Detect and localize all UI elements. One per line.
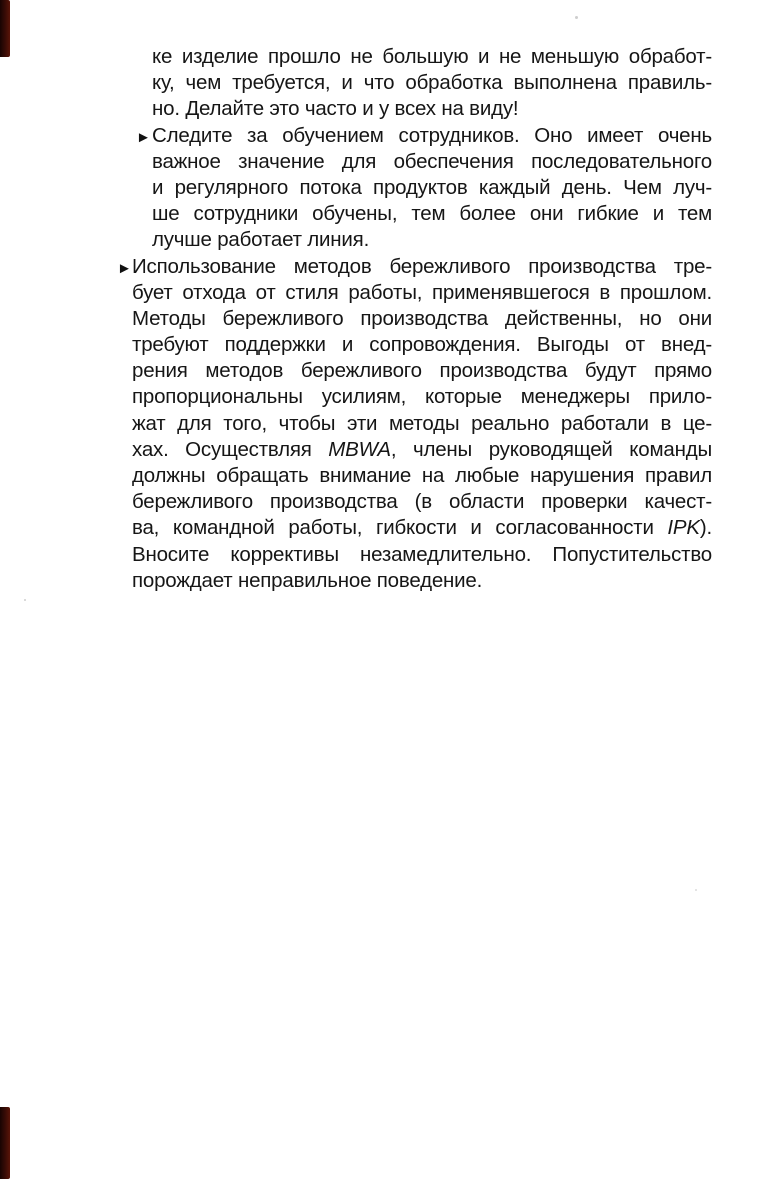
text-line: рения методов бережливого производства будут прямо (132, 359, 712, 383)
italic-acronym: MBWA (328, 437, 391, 461)
bullet-triangle-icon: ► (136, 128, 151, 146)
dust-speck (24, 599, 26, 601)
text-line: бует отхода от стиля работы, применявшегося в прошлом. (132, 280, 712, 304)
text-line (117, 515, 712, 541)
text-line: ке изделие прошло не большую и не меньшую обработ- (152, 45, 712, 68)
scan-gutter-mark-bottom (0, 1107, 10, 1179)
text-line: бережливого производства (в области проверки качест- (132, 490, 712, 514)
text-segment: ва, командной работы, гибкости и согласованности (132, 516, 668, 540)
italic-acronym: IPK (667, 516, 700, 540)
dust-speck (575, 16, 578, 19)
text-line (117, 254, 712, 280)
bullet-text: Использование методов бережливого производства тре- (132, 254, 712, 278)
text-line (117, 123, 712, 149)
text-line: порождает неправильное поведение. (132, 568, 483, 592)
text-line: важное значение для обеспечения последовательного (152, 149, 712, 173)
text-line: должны обращать внимание на любые нарушения правил (132, 464, 712, 487)
text-segment: , члены руководящей команды (390, 437, 712, 461)
text-line: пропорциональны усилиям, которые менеджеры прило- (132, 385, 712, 409)
text-line: и регулярного потока продуктов каждый день. Чем луч- (152, 175, 712, 199)
text-line: требуют поддержки и сопровождения. Выгоды от внед- (132, 333, 712, 357)
text-line: ше сотрудники обучены, тем более они гибкие и тем (152, 202, 712, 226)
text-line: Методы бережливого производства действенны, но они (132, 306, 712, 330)
text-line: Вносите коррективы незамедлительно. Попустительство (132, 542, 712, 566)
text-line: лучше работает линия. (152, 228, 370, 252)
text-segment: хах. Осуществляя (132, 437, 329, 461)
bullet-triangle-icon: ► (117, 259, 132, 277)
bullet-text: Следите за обучением сотрудников. Оно имеет очень (152, 123, 712, 147)
scan-gutter-mark-top (0, 0, 10, 57)
text-line: жат для того, чтобы эти методы реально работали в це- (132, 411, 712, 435)
page-text-block (117, 44, 712, 594)
text-line (117, 437, 712, 463)
dust-speck (695, 889, 697, 891)
text-line: ку, чем требуется, и что обработка выполнена правиль- (152, 71, 712, 95)
text-segment: ). (699, 516, 712, 540)
text-line: но. Делайте это часто и у всех на виду! (152, 97, 519, 121)
